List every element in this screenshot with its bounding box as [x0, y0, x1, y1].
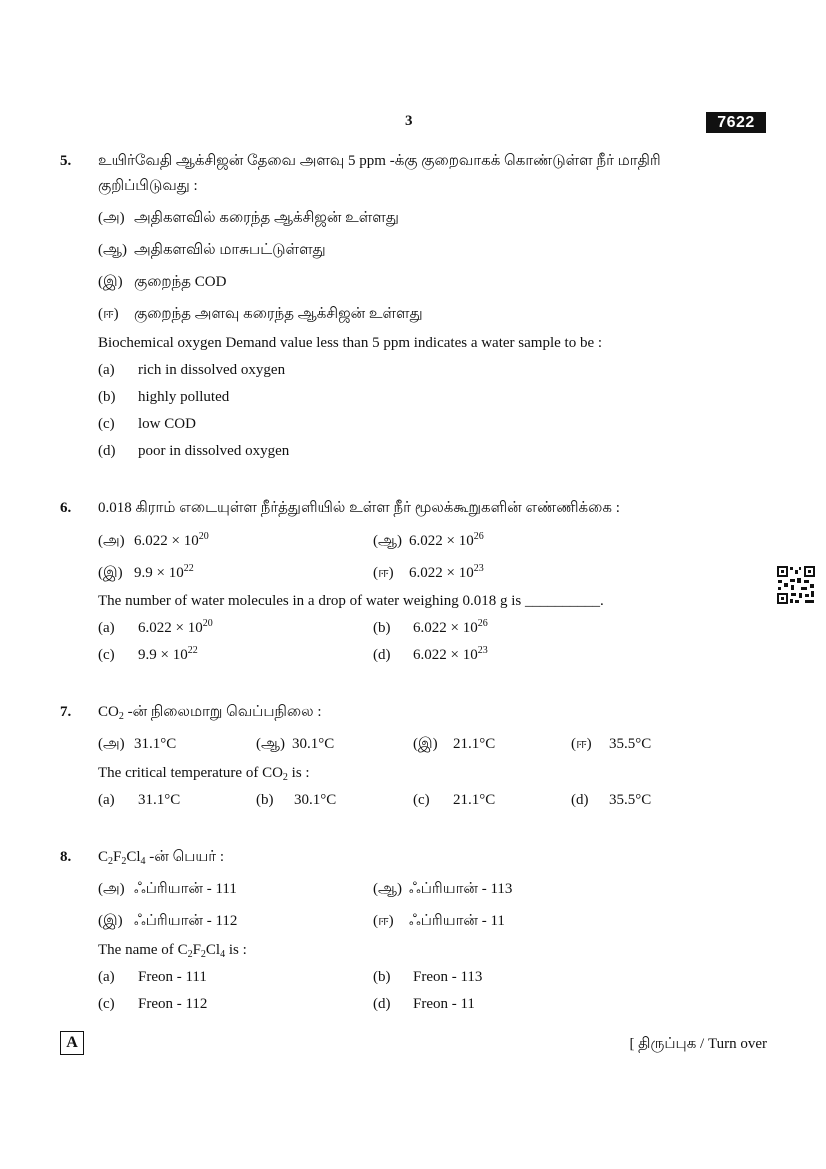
turn-over-note: [ திருப்புக / Turn over: [629, 1036, 767, 1052]
question-text: is :: [287, 765, 310, 781]
q6-en-option-a: [98, 619, 213, 637]
option-label: (ஈ): [571, 736, 592, 752]
q8-ta-option-b: [373, 880, 512, 898]
q8-tamil-question: [98, 848, 224, 866]
q5-en-option-b: [98, 388, 229, 406]
q5-tamil-question-line2: குறிப்பிடுவது :: [98, 178, 198, 194]
q6-tamil-question: 0.018 கிராம் எடையுள்ள நீர்த்துளியில் உள்ள நீர் மூலக்கூறுகளின் எண்ணிக்கை :: [98, 500, 620, 516]
formula-subscript: 4: [140, 856, 146, 867]
option-text: Freon - 113: [413, 969, 483, 985]
option-base: 9.9 × 10: [134, 565, 184, 581]
option-text: 21.1°C: [453, 736, 496, 752]
option-text: ஃப்ரியான் - 113: [409, 881, 513, 897]
set-letter-box: A: [60, 1031, 84, 1055]
option-text: Freon - 112: [138, 996, 208, 1012]
option-label: (அ): [98, 533, 125, 549]
option-label: (c): [98, 996, 115, 1012]
q7-tamil-question: [98, 703, 322, 721]
q5-en-option-a: [98, 361, 285, 379]
formula-part: F: [113, 849, 122, 865]
option-label: (d): [98, 443, 116, 459]
q8-english-question: [98, 941, 247, 959]
formula-subscript: 2: [187, 949, 193, 960]
q6-ta-option-b: [373, 532, 484, 550]
option-label: (d): [571, 792, 589, 808]
option-label: (b): [98, 389, 116, 405]
q6-ta-option-c: [98, 564, 194, 582]
option-text: ஃப்ரியான் - 112: [134, 913, 238, 929]
q7-en-option-a: [98, 791, 180, 809]
option-text: ஃப்ரியான் - 111: [134, 881, 237, 897]
q6-en-option-d: [373, 646, 488, 664]
q5-en-option-d: [98, 442, 289, 460]
option-label: (அ): [98, 210, 125, 226]
formula-part: Cl: [126, 849, 141, 865]
formula-part: C: [98, 849, 109, 865]
option-label: (ஈ): [373, 565, 394, 581]
q7-en-option-d: [571, 791, 651, 809]
q6-ta-option-a: [98, 532, 209, 550]
formula-part: C: [177, 942, 188, 958]
option-base: 6.022 × 10: [138, 620, 203, 636]
option-text: 35.5°C: [609, 736, 652, 752]
option-label: (அ): [98, 881, 125, 897]
q8-en-option-b: [373, 968, 482, 986]
option-text: ஃப்ரியான் - 11: [409, 913, 505, 929]
option-exponent: 22: [187, 645, 198, 656]
option-text: 30.1°C: [292, 736, 335, 752]
q8-ta-option-c: [98, 912, 237, 930]
option-label: (c): [98, 416, 115, 432]
formula-part: Cl: [205, 942, 221, 958]
option-label: (c): [98, 647, 115, 663]
option-text: 35.5°C: [609, 792, 652, 808]
q7-english-question: [98, 764, 310, 782]
option-text: Freon - 11: [413, 996, 475, 1012]
q5-ta-option-a: [98, 209, 399, 227]
option-label: (b): [256, 792, 274, 808]
formula-subscript: 4: [220, 949, 226, 960]
option-exponent: 20: [202, 618, 213, 629]
option-text: 31.1°C: [134, 736, 177, 752]
option-label: (ஆ): [256, 736, 285, 752]
question-text: -ன் பெயர் :: [145, 849, 225, 865]
q8-ta-option-d: [373, 912, 505, 930]
formula-part: F: [192, 942, 201, 958]
formula-subscript: 2: [121, 856, 127, 867]
q7-ta-option-c: [413, 735, 495, 753]
formula-subscript: 2: [282, 772, 288, 783]
q5-english-question: Biochemical oxygen Demand value less than 5 ppm indicates a water sample to be :: [98, 335, 603, 351]
option-exponent: 26: [477, 618, 488, 629]
q8-ta-option-a: [98, 880, 237, 898]
option-label: (இ): [98, 565, 123, 581]
option-label: (இ): [98, 274, 123, 290]
q6-en-option-c: [98, 646, 198, 664]
page-number: 3: [405, 113, 413, 129]
q8-en-option-a: [98, 968, 207, 986]
q6-en-option-b: [373, 619, 488, 637]
formula-subscript: 2: [200, 949, 206, 960]
option-text: poor in dissolved oxygen: [138, 443, 290, 459]
option-label: (ஆ): [373, 533, 402, 549]
option-label: (b): [373, 620, 391, 636]
option-label: (ஆ): [373, 881, 402, 897]
option-base: 6.022 × 10: [134, 533, 199, 549]
option-exponent: 23: [477, 645, 488, 656]
q7-ta-option-b: [256, 735, 334, 753]
option-exponent: 20: [198, 531, 209, 542]
option-text: rich in dissolved oxygen: [138, 362, 286, 378]
option-base: 6.022 × 10: [413, 620, 478, 636]
option-base: 6.022 × 10: [409, 533, 474, 549]
option-label: (ஈ): [373, 913, 394, 929]
option-label: (b): [373, 969, 391, 985]
option-exponent: 23: [473, 563, 484, 574]
option-label: (d): [373, 647, 391, 663]
q6-ta-option-d: [373, 564, 484, 582]
option-text: 30.1°C: [294, 792, 337, 808]
option-text: Freon - 111: [138, 969, 207, 985]
option-label: (இ): [413, 736, 438, 752]
option-base: 9.9 × 10: [138, 647, 188, 663]
option-label: (அ): [98, 736, 125, 752]
q5-tamil-question-line1: உயிர்வேதி ஆக்சிஜன் தேவை அளவு 5 ppm -க்கு குறைவாகக் கொண்டுள்ள நீர் மாதிரி: [98, 153, 661, 169]
q6-number: 6.: [60, 500, 72, 516]
option-exponent: 26: [473, 531, 484, 542]
option-text: அதிகளவில் கரைந்த ஆக்சிஜன் உள்ளது: [134, 210, 399, 226]
q7-en-option-b: [256, 791, 336, 809]
question-text: -ன் நிலைமாறு வெப்பநிலை :: [123, 704, 322, 720]
q5-ta-option-d: [98, 305, 423, 323]
option-text: குறைந்த அளவு கரைந்த ஆக்சிஜன் உள்ளது: [134, 306, 423, 322]
q7-number: 7.: [60, 704, 72, 720]
option-label: (a): [98, 969, 115, 985]
question-text: The name of: [98, 942, 178, 958]
option-exponent: 22: [183, 563, 194, 574]
q5-ta-option-b: [98, 241, 326, 259]
q8-en-option-c: [98, 995, 207, 1013]
option-label: (d): [373, 996, 391, 1012]
q7-en-option-c: [413, 791, 495, 809]
option-label: (a): [98, 620, 115, 636]
question-text: is :: [225, 942, 247, 958]
option-text: 21.1°C: [453, 792, 496, 808]
formula-subscript: 2: [108, 856, 114, 867]
paper-code-badge: 7622: [706, 112, 766, 133]
qr-code-icon: [776, 565, 816, 605]
option-label: (ஈ): [98, 306, 119, 322]
q5-en-option-c: [98, 415, 196, 433]
option-text: 31.1°C: [138, 792, 181, 808]
option-label: (a): [98, 792, 115, 808]
q5-number: 5.: [60, 153, 72, 169]
formula-part: CO: [98, 704, 119, 720]
question-text: The critical temperature of CO: [98, 765, 283, 781]
option-base: 6.022 × 10: [409, 565, 474, 581]
q8-en-option-d: [373, 995, 475, 1013]
option-label: (ஆ): [98, 242, 127, 258]
option-text: அதிகளவில் மாசுபட்டுள்ளது: [134, 242, 326, 258]
option-base: 6.022 × 10: [413, 647, 478, 663]
q7-ta-option-a: [98, 735, 176, 753]
q6-english-question: The number of water molecules in a drop of water weighing 0.018 g is __________.: [98, 593, 604, 609]
option-text: குறைந்த COD: [134, 274, 227, 290]
option-text: low COD: [138, 416, 196, 432]
formula-subscript: 2: [118, 711, 124, 722]
option-text: highly polluted: [138, 389, 230, 405]
q7-ta-option-d: [571, 735, 651, 753]
q5-ta-option-c: [98, 273, 226, 291]
option-label: (c): [413, 792, 430, 808]
option-label: (இ): [98, 913, 123, 929]
option-label: (a): [98, 362, 115, 378]
q8-number: 8.: [60, 849, 72, 865]
